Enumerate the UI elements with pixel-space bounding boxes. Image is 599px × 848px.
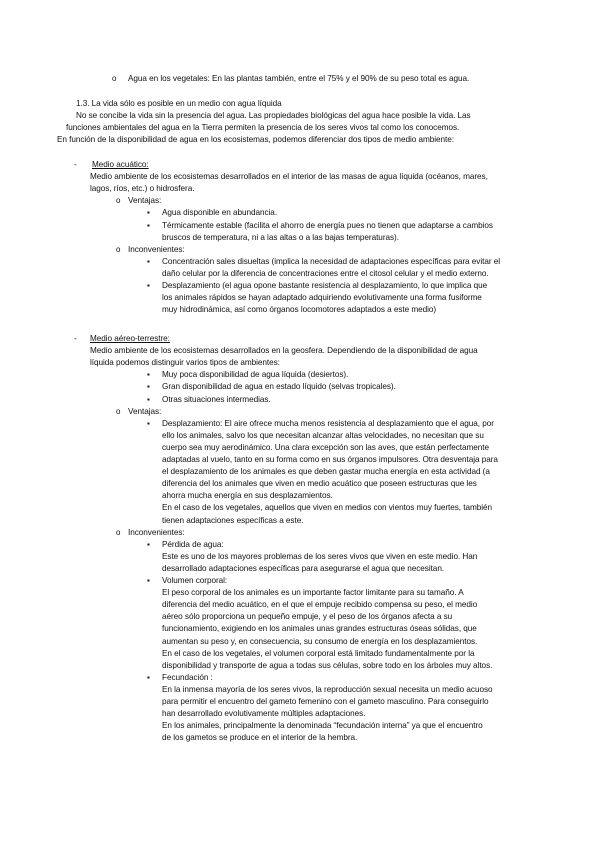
bullet-marker: o [112, 74, 117, 83]
sublist-label: Ventajas: [128, 406, 162, 416]
bullet-marker: ▪ [147, 418, 150, 428]
bullet-marker: o [116, 406, 121, 416]
list-item-text: diferencia del medio acuático, en el que el empuje recibido compensa su peso, el medio [162, 600, 478, 610]
dash-marker: - [74, 160, 77, 169]
list-item-text: En la inmensa mayoría de los seres vivos, la reproducción sexual necesita un medio acuoso [162, 684, 493, 694]
list-item-text: Otras situaciones intermedias. [162, 394, 271, 404]
list-item-text: tienen adaptaciones específicas a este. [162, 515, 304, 525]
sublist-label: Inconvenientes: [128, 527, 185, 537]
list-item-text: Agua en los vegetales: En las plantas también, entre el 75% y el 90% de su peso total es agua. [128, 74, 470, 83]
list-item-text: Desplazamiento (el agua opone bastante resistencia al desplazamiento, lo que implica que [162, 281, 488, 290]
heading-medio-acuatico: Medio acuático: [92, 160, 149, 169]
dash-marker: - [74, 334, 77, 343]
list-item-text: disponibilidad y transporte de agua a todas sus células, sobre todo en los árboles muy altos. [162, 660, 493, 670]
paragraph-line: En función de la disponibilidad de agua en los ecosistemas, podemos diferenciar dos tipos de medio ambiente: [57, 135, 454, 144]
paragraph-line: funciones ambientales del agua en la Tierra permiten la presencia de los seres vivos tal como los conocemos. [66, 123, 460, 132]
list-item-text: adaptadas al vuelo, tanto en su forma como en sus órganos impulsores. Otra desventaja para [162, 455, 498, 464]
paragraph-line: lagos, ríos, etc.) o hidrosfera. [90, 184, 195, 194]
list-item-text: En el caso de los vegetales, aquellos que viven en medios con vientos muy fuertes, también [162, 503, 493, 513]
bullet-marker: ▪ [147, 672, 150, 682]
list-item-text: el desplazamiento de los animales es que deben gastar mucha energía en esta actividad (a [162, 467, 490, 477]
paragraph-line: No se concibe la vida sin la presencia del agua. Las propiedades biológicas del agua hace posible la vida. Las [76, 111, 471, 120]
bullet-marker: o [116, 196, 121, 206]
list-item-title: Fecundación : [162, 672, 213, 682]
list-item-text: aéreo sólo proporciona un pequeño empuje, y el peso de los órganos afecta a su [162, 612, 453, 622]
bullet-marker: o [116, 527, 121, 537]
bullet-marker: ▪ [147, 382, 150, 392]
list-item-text: En los animales, principalmente la denominada “fecundación interna” ya que el encuentro [162, 721, 483, 731]
list-item-title: Volumen corporal: [162, 576, 228, 585]
heading-medio-aereo: Medio aéreo-terrestre: [90, 334, 170, 343]
list-item-text: funcionamiento, exigiendo en los animales unas grandes estructuras óseas sólidas, que [162, 624, 477, 634]
list-item-text: de los gametos se produce en el interior de la hembra. [162, 733, 358, 743]
bullet-marker: o [116, 244, 121, 254]
bullet-marker: ▪ [147, 539, 150, 549]
list-item-text: Desplazamiento: El aire ofrece mucha menos resistencia al desplazamiento que el agua, por [162, 418, 494, 428]
list-item-text: desarrollado adaptaciones específicas para asegurarse el agua que necesitan. [162, 563, 445, 573]
list-item-title: Pérdida de agua: [162, 539, 224, 549]
section-title: 1.3. La vida sólo es posible en un medio con agua líquida [76, 99, 282, 108]
sublist-label: Inconvenientes: [128, 244, 185, 254]
bullet-marker: ▪ [147, 281, 150, 290]
list-item-text: Este es uno de los mayores problemas de los seres vivos que viven en este medio. Han [162, 551, 478, 561]
list-item-text: Agua disponible en abundancia. [162, 208, 278, 218]
list-item-text: Muy poca disponibilidad de agua líquida (desiertos). [162, 370, 349, 380]
bullet-marker: ▪ [147, 256, 150, 266]
bullet-marker: ▪ [147, 394, 150, 404]
paragraph-line: Medio ambiente de los ecosistemas desarrollados en la geosfera. Dependiendo de la disponibilidad de agua [90, 346, 478, 356]
list-item-text: bruscos de temperatura, ni a las altas o a las bajas temperaturas). [162, 232, 399, 242]
list-item-text: para permitir el encuentro del gameto femenino con el gameto masculino. Para conseguirlo [162, 697, 489, 706]
list-item-text: En el caso de los vegetales, el volumen corporal está limitado fundamentalmente por la [162, 648, 475, 658]
list-item-text: Gran disponibilidad de agua en estado líquido (selvas tropicales). [162, 382, 396, 392]
list-item-text: Térmicamente estable (facilita el ahorro de energía pues no tienen que adaptarse a cambios [162, 220, 493, 230]
bullet-marker: ▪ [147, 208, 150, 218]
list-item-text: diferencia del los animales que viven en medio acuático que poseen estructuras que les [162, 479, 477, 489]
list-item-text: Concentración sales disueltas (implica la necesidad de adaptaciones específicas para evitar el [162, 256, 501, 266]
list-item-text: El peso corporal de los animales es un importante factor limitante para su tamaño. A [162, 588, 464, 598]
list-item-text: ahorra mucha energía en sus desplazamientos. [162, 491, 333, 501]
bullet-marker: ▪ [147, 370, 150, 380]
bullet-marker: ▪ [147, 220, 150, 230]
bullet-marker: ▪ [147, 576, 150, 585]
sublist-label: Ventajas: [128, 196, 162, 206]
list-item-text: aumentan su peso y, en consecuencia, su consumo de energía en los desplazamientos. [162, 636, 478, 646]
paragraph-line: líquida podemos distinguir varios tipos de ambientes: [90, 358, 280, 368]
list-item-text: cuerpo sea muy aerodinámico. Una clara excepción son las aves, que están perfectamente [162, 442, 490, 452]
list-item-text: han desarrollado evolutivamente múltiples adaptaciones. [162, 709, 366, 719]
list-item-text: los animales rápidos se hayan adaptado adquiriendo evolutivamente una forma fusiforme [162, 293, 482, 303]
list-item-text: ello los animales, salvo los que necesitan alcanzar altas velocidades, no necesitan que su [162, 430, 484, 440]
list-item-text: daño celular por la diferencia de concentraciones entre el citosol celular y el medio externo. [162, 268, 489, 278]
paragraph-line: Medio ambiente de los ecosistemas desarrollados en el interior de las masas de agua líquida (océanos, mares, [90, 172, 488, 182]
list-item-text: muy hidrodinámica, así como órganos locomotores adaptados a este medio) [162, 305, 437, 315]
